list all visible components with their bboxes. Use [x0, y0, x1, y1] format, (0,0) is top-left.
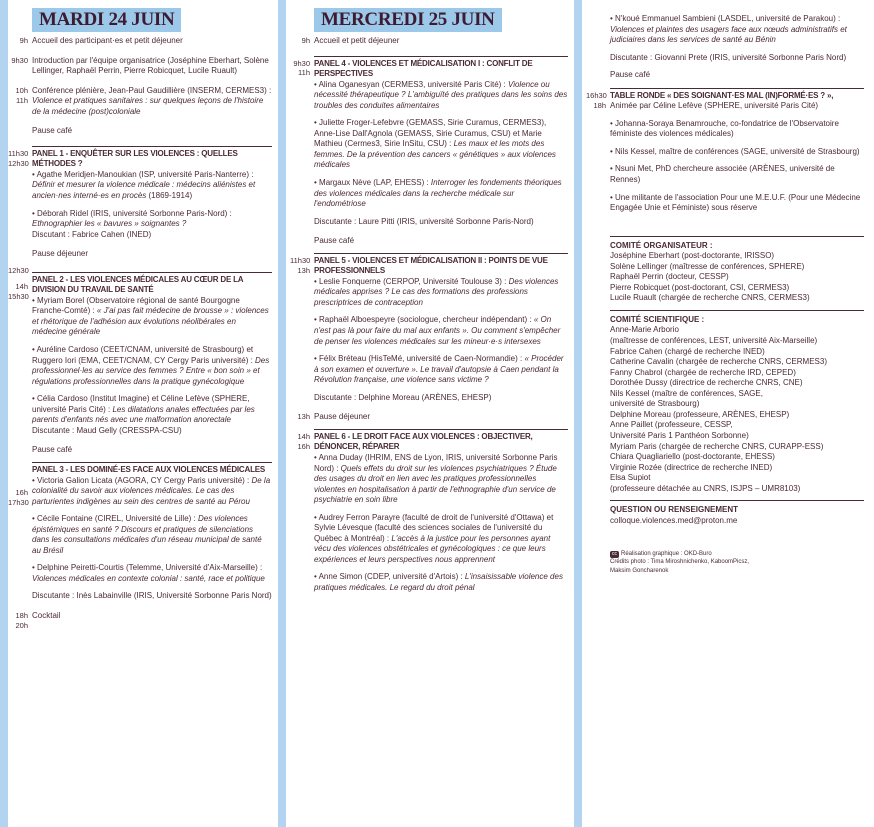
time: 18h 20h: [15, 610, 28, 630]
panel-2: [8, 266, 272, 437]
contact: [610, 500, 864, 526]
member: Myriam Paris (chargée de recherche CNRS, CURAPP-ESS): [610, 441, 824, 451]
day1-pause1: Pause café: [32, 126, 73, 136]
panel-title: PANEL 4 - VIOLENCES ET MÉDICALISATION I : CONFLIT DE PERSPECTIVES: [314, 58, 533, 79]
member: Nils Kessel (maître de conférences, SAGE,: [610, 388, 763, 398]
talk: • Alina Oganesyan (CERMES3, université Paris Cité) : Violence ou nécessité thérapeutique ? L'ambiguïté des pratiques dans les soins des troubles des conduites alimentaires: [314, 79, 568, 110]
text: Conférence plénière, Jean-Paul Gaudillière (INSERM, CERMES3) : Violence et pratiques sanitaires : sur quelques leçons de l'histoire de la médecine (post)coloniale: [32, 85, 272, 116]
discussant: Discutante : Giovanni Prete (IRIS, université Sorbonne Paris Nord): [610, 52, 847, 62]
member: Dorothée Dussy (directrice de recherche CNRS, CNE): [610, 378, 803, 388]
time: 9h30: [11, 55, 28, 65]
left-border-bar: [0, 0, 8, 827]
talk: • Margaux Nève (LAP, EHESS) : Interroger les fondements théoriques des violences médicales dans la recherche médicale sur l'endométriose: [314, 178, 562, 209]
time: 10h 11h: [15, 85, 28, 105]
talk: • Myriam Borel (Observatoire régional de santé Bourgogne Franche-Comté) : « J'ai pas fait médecine de brousse » : violences et rhétorique de l'adhésion aux évolutions néolibérales en médecine générale: [32, 295, 269, 337]
column-divider-2: [574, 0, 582, 827]
organizing-committee: [610, 236, 864, 304]
panel-5: [290, 253, 568, 404]
time: 13h: [297, 412, 310, 422]
time: 9h: [19, 36, 28, 45]
member: Anne-Marie Arborio: [610, 325, 679, 335]
talk: • Félix Bréteau (HisTeMé, université de Caen-Normandie) : « Procéder à son examen et ouverture ». Le travail d'autopsie à Caen pendant la Révolution française, une violence sans victime ?: [314, 354, 564, 385]
scientific-committee-title: COMITÉ SCIENTIFIQUE :: [610, 314, 705, 324]
talk: • Anne Simon (CDEP, université d'Artois) : L'insaisissable violence des pratiques médicales. Le regard du droit pénal: [314, 572, 563, 592]
table-ronde: [586, 88, 864, 221]
day1-accueil: [8, 36, 272, 47]
talk: • N'koué Emmanuel Sambieni (LASDEL, université de Parakou) : Violences et plaintes des usagers face aux nœuds administratifs et judiciaires dans les services de santé au Bénin: [610, 14, 847, 45]
time: 9h30 11h: [293, 58, 310, 78]
discussant: Discutante : Maud Gelly (CRESSPA-CSU): [32, 425, 182, 435]
day2-accueil: 9h Accueil et petit déjeuner: [290, 36, 568, 47]
day2-pause2: 13h Pause déjeuner: [290, 412, 568, 423]
discussant: Discutante : Laure Pitti (IRIS, université Sorbonne Paris-Nord): [314, 216, 534, 226]
talk: • Célia Cardoso (Institut Imagine) et Céline Lefève (SPHERE, université Paris Cité) : Les dilatations anales effectuées par les parents d'enfants nés avec une malformation anorectale: [32, 394, 255, 425]
panel-title: PANEL 5 - VIOLENCES ET MÉDICALISATION II : POINTS DE VUE PROFESSIONNELS: [314, 255, 548, 276]
column-day2: [290, 0, 568, 594]
member: Chiara Quagliariello (post-doctorante, EHESS): [610, 452, 775, 462]
member: (professeure détachée au CNRS, ISJPS – UMR8103): [610, 483, 801, 493]
member: Virginie Rozée (directrice de recherche INED): [610, 462, 773, 472]
panel-title: PANEL 6 - LE DROIT FACE AUX VIOLENCES : OBJECTIVER, DÉNONCER, RÉPARER: [314, 431, 533, 452]
time: 16h30 18h: [586, 90, 607, 110]
text: Accueil des participant·es et petit déjeuner: [32, 36, 183, 45]
member: Catherine Cavalin (chargée de recherche CNRS, CERMES3): [610, 357, 827, 367]
talk: • Anna Duday (IHRIM, ENS de Lyon, IRIS, université Sorbonne Paris Nord) : Quels effets du droit sur les violences psychiatriques ? Étude des usages du droit en lien avec les pratiques professionnelles violentes en hospitalisation à partir de l'ethnographie d'un service de psychiatrie en soin libre: [314, 452, 558, 505]
panel-title: PANEL 2 - LES VIOLENCES MÉDICALES AU CŒUR DE LA DIVISION DU TRAVAIL DE SANTÉ: [32, 272, 272, 296]
member: Elsa Supiot: [610, 473, 651, 483]
column-divider-1: [278, 0, 286, 827]
speaker: • Une militante de l'association Pour une M.E.U.F. (Pour une Médecine Engagée Unie et Féministe) sous réserve: [610, 192, 861, 213]
talk: • Agathe Meridjen-Manoukian (ISP, université Paris-Nanterre) : Définir et mesurer la violence médicale : médecins aliénistes et ancien·nes interné·es en procès (1869-1914): [32, 169, 256, 201]
day2-title: MERCREDI 25 JUIN: [314, 8, 502, 32]
talk: • Raphaël Alboespeyre (sociologue, chercheur indépendant) : « On n'est pas là pour faire du mal aux enfants ». Ou comment s'empêcher de penser les violences médicales sur les mineur·e·s intersexes: [314, 315, 561, 346]
talk: • Leslie Fonquerne (CERPOP, Université Toulouse 3) : Des violences médicales apprises ? Le cas des formations des professions prescriptrices de contraception: [314, 276, 559, 307]
text: Introduction par l'équipe organisatrice (Joséphine Eberhart, Solène Lellinger, Raphaël Perrin, Pierre Robicquet, Lucile Ruault): [32, 55, 269, 76]
discussant: Discutante : Inès Labainville (IRIS, Université Sorbonne Paris Nord): [32, 591, 272, 601]
day1-intro: [8, 56, 272, 77]
day2-pause1: Pause café: [314, 236, 355, 246]
talk: • Juliette Froger-Lefebvre (GEMASS, Sirie Curamus, CERMES3), Anne-Lise Dall'Agnola (GEMASS, Sirie Curamus, CSU) et Marie Mathieu (Cermes3, Sirie InSitu, CSU) : Les maux et les mots des femmes. De la prévention des cancers « génétiques » aux violences médicales: [314, 118, 556, 170]
talk: • Audrey Ferron Parayre (faculté de droit de l'université d'Ottawa) et Sylvie Lévesque (faculté des sciences sociales de l'université du Québec à Montréal) : L'accès à la justice pour les personnes ayant vécu des violences obstétricales et gynécologiques : ce que leurs expériences et leurs perspectives nous apprennent: [314, 512, 554, 564]
member: Fabrice Cahen (chargé de recherche INED): [610, 346, 765, 356]
member: Joséphine Eberhart (post-doctorante, IRISSO): [610, 251, 775, 261]
panel-title: PANEL 3 - LES DOMINÉ·ES FACE AUX VIOLENCES MÉDICALES: [32, 464, 266, 474]
panel-6-continued: [586, 14, 864, 88]
panel-4: [290, 56, 568, 228]
member: Solène Lellinger (maîtresse de conférences, SPHERE): [610, 261, 805, 271]
contact-title: QUESTION OU RENSEIGNEMENT: [610, 505, 739, 515]
panel-3: [8, 462, 272, 602]
discussant: Discutante : Delphine Moreau (ARÈNES, EHESP): [314, 392, 492, 402]
panel-1: [8, 146, 272, 240]
pause-cafe: Pause café: [610, 70, 651, 80]
panel-title: PANEL 1 - ENQUÊTER SUR LES VIOLENCES : QUELLES MÉTHODES ?: [32, 148, 238, 169]
animator: Animée par Céline Lefève (SPHERE, université Paris Cité): [610, 101, 819, 111]
talk: • Déborah Ridel (IRIS, université Sorbonne Paris-Nord) : Ethnographier les « bavures » soignantes ?: [32, 208, 232, 229]
member: Anne Paillet (professeure, CESSP,: [610, 420, 733, 430]
member: Université Paris 1 Panthéon Sorbonne): [610, 430, 749, 440]
time: 11h30 13h: [290, 255, 311, 275]
panel-6: [290, 429, 568, 594]
discussant: Discutant : Fabrice Cahen (INED): [32, 229, 152, 239]
time: 14h 16h: [297, 431, 310, 451]
talk: • Cécile Fontaine (CIREL, Université de Lille) : Des violences épistémiques en santé ? Discours et pratiques de silenciations dans les consultations médicales d'un réseau municipal de santé au Brésil: [32, 514, 262, 555]
talk: • Auréline Cardoso (CEET/CNAM, université de Strasbourg) et Ruggero Iori (EMA, CEET/CNAM, CY Cergy Paris université) : Des professionnel·les au service des femmes ? Entre « bon soin » et régulations professionnelles dans la pratique gynécologique: [32, 345, 270, 386]
time: 16h 17h30: [8, 487, 29, 507]
member: (maîtresse de conférences, LEST, université Aix-Marseille): [610, 336, 818, 346]
member: Pierre Robicquet (post-doctorant, CSI, CERMES3): [610, 282, 790, 292]
speaker: • Johanna-Soraya Benamrouche, co-fondatrice de l'Observatoire féministe des violences médicales): [610, 118, 839, 139]
day1-pleniere: [8, 86, 272, 118]
day1-pause3: Pause café: [32, 445, 73, 455]
contact-email[interactable]: colloque.violences.med@proton.me: [610, 515, 738, 525]
member: université de Strasbourg): [610, 399, 700, 409]
time: 12h30 14h 15h30: [8, 265, 29, 301]
organizing-committee-title: COMITÉ ORGANISATEUR :: [610, 240, 713, 250]
day1-title: MARDI 24 JUIN: [32, 8, 181, 32]
day1-cocktail: 18h 20h Cocktail: [8, 611, 272, 631]
speaker: • Nils Kessel, maître de conférences (SAGE, université de Strasbourg): [610, 146, 860, 156]
talk: • Delphine Peiretti-Courtis (Telemme, Université d'Aix-Marseille) : Violences médicales en contexte colonial : santé, race et politique: [32, 563, 265, 583]
time: 11h30 12h30: [8, 148, 29, 168]
member: Lucile Ruault (chargée de recherche CNRS, CERMES3): [610, 293, 810, 303]
column-continued: [586, 0, 864, 575]
table-title: TABLE RONDE « DES SOIGNANT·ES MAL (IN)FORMÉ·ES ? »,: [610, 90, 834, 100]
member: Raphaël Perrin (docteur, CESSP): [610, 272, 729, 282]
column-day1: [8, 0, 272, 631]
committees: [586, 230, 864, 575]
credits: cc Réalisation graphique : OKD-Buro Crédits photo : Tima Miroshnichenko, KaboomPicsz, Maksim Goncharenok: [610, 551, 750, 574]
time: 9h: [301, 36, 310, 45]
day1-pause2: Pause déjeuner: [32, 249, 89, 259]
member: Fanny Chabrol (chargée de recherche IRD, CEPED): [610, 367, 796, 377]
scientific-committee: [610, 310, 864, 494]
cc-icon: cc: [612, 551, 617, 558]
speaker: • Nsuni Met, PhD chercheure associée (ARÈNES, université de Rennes): [610, 164, 835, 185]
member: Delphine Moreau (professeure, ARÈNES, EHESP): [610, 409, 790, 419]
talk: • Victoria Galion Licata (AGORA, CY Cergy Paris université) : De la colonialité du savoir aux violences médicales. Le cas des parturientes indigènes au sein des centres de santé au Pérou: [32, 475, 271, 506]
